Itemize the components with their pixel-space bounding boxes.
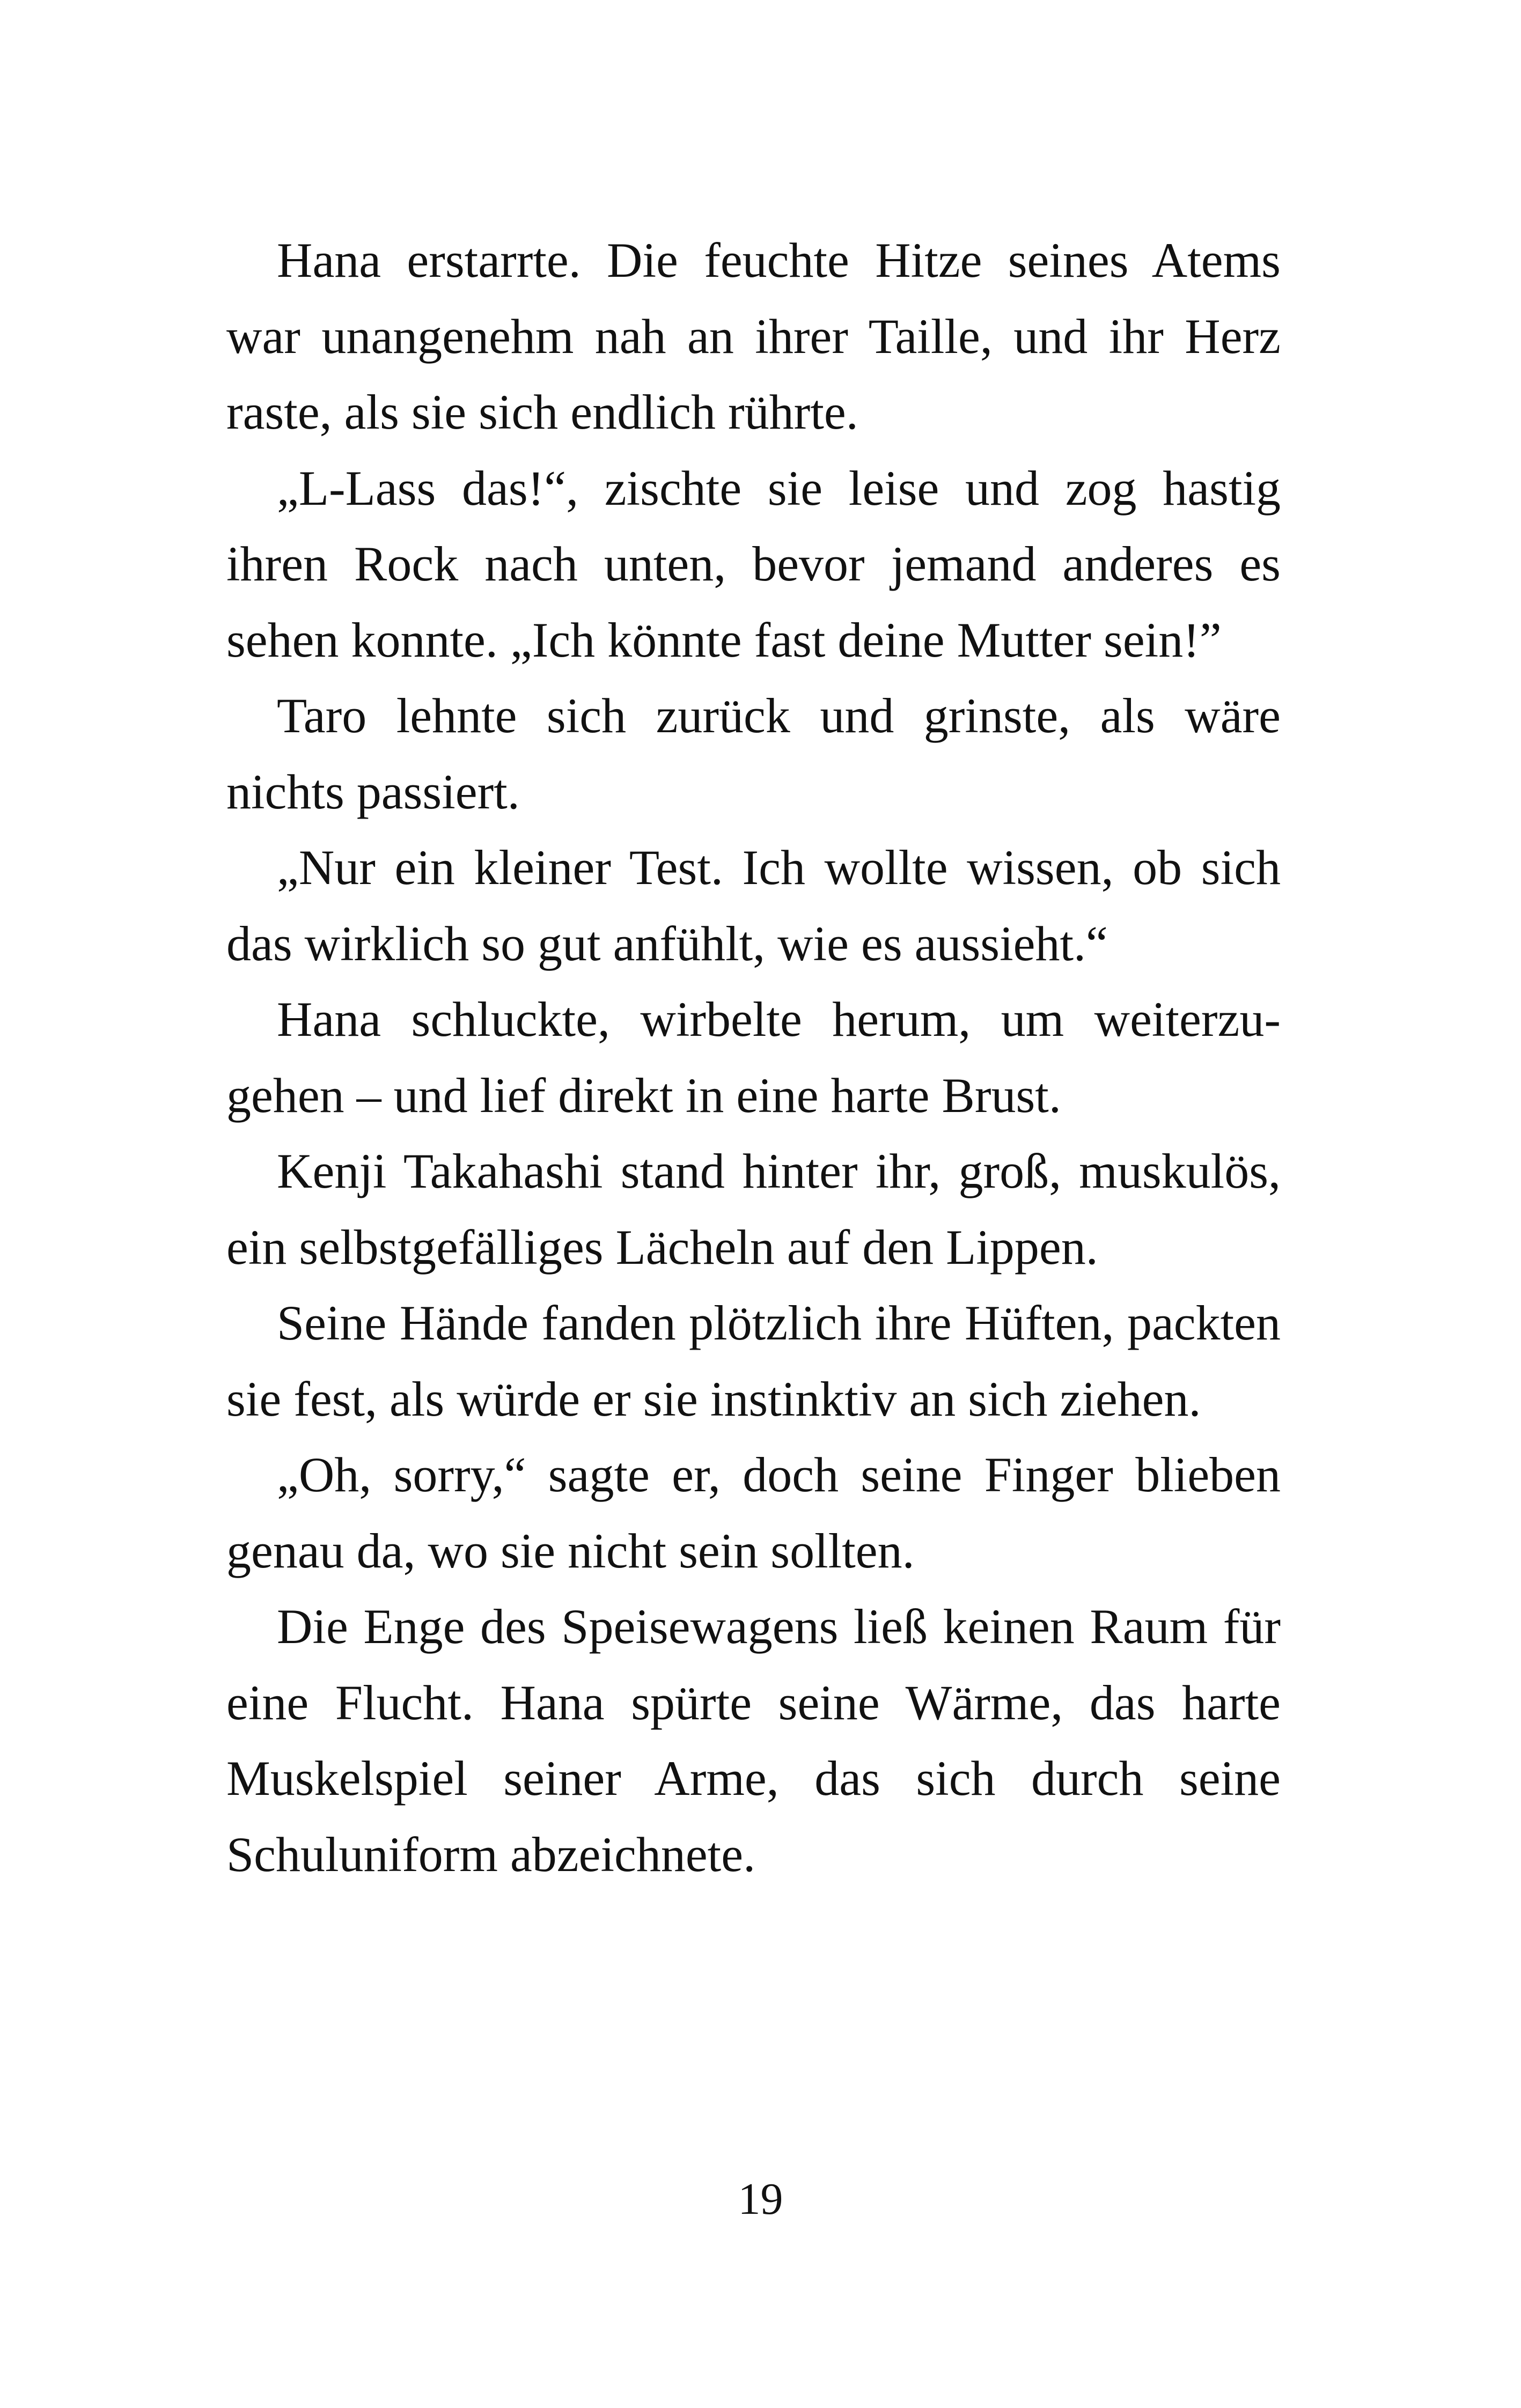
paragraph-7: Seine Hände fanden plötzlich ihre Hüften, packten sie fest, als würde er sie instinktiv an sich ziehen. xyxy=(226,1295,1281,1426)
paragraph-6: Kenji Takahashi stand hinter ihr, groß, muskulös, ein selbstgefälliges Lächeln auf den Lippen. xyxy=(226,1144,1281,1275)
body-text xyxy=(226,223,1281,1892)
paragraph-1: Hana erstarrte. Die feuchte Hitze seines Atems war unangenehm nah an ihrer Taille, und ihr Herz raste, als sie sich endlich rührte. xyxy=(226,233,1281,439)
paragraph-3: Taro lehnte sich zurück und grinste, als wäre nichts passiert. xyxy=(226,688,1281,819)
paragraph-9: Die Enge des Speisewagens ließ keinen Raum für eine Flucht. Hana spürte seine Wärme, das harte Muskelspiel seiner Arme, das sich durch seine Schuluniform abzeichnete. xyxy=(226,1599,1281,1882)
paragraph-4: „Nur ein kleiner Test. Ich wollte wissen, ob sich das wirklich so gut anfühlt, wie es aussieht.“ xyxy=(226,840,1281,971)
page-number: 19 xyxy=(738,2174,783,2224)
paragraph-5: Hana schluckte, wirbelte herum, um weiterzugehen – und lief direkt in eine harte Brust. xyxy=(226,992,1281,1123)
paragraph-2: „L-Lass das!“, zischte sie leise und zog hastig ihren Rock nach unten, bevor jemand anderes es sehen konnte. „Ich könnte fast deine Mutter sein!” xyxy=(226,460,1281,667)
paragraph-8: „Oh, sorry,“ sagte er, doch seine Finger blieben genau da, wo sie nicht sein sollten. xyxy=(226,1447,1281,1578)
